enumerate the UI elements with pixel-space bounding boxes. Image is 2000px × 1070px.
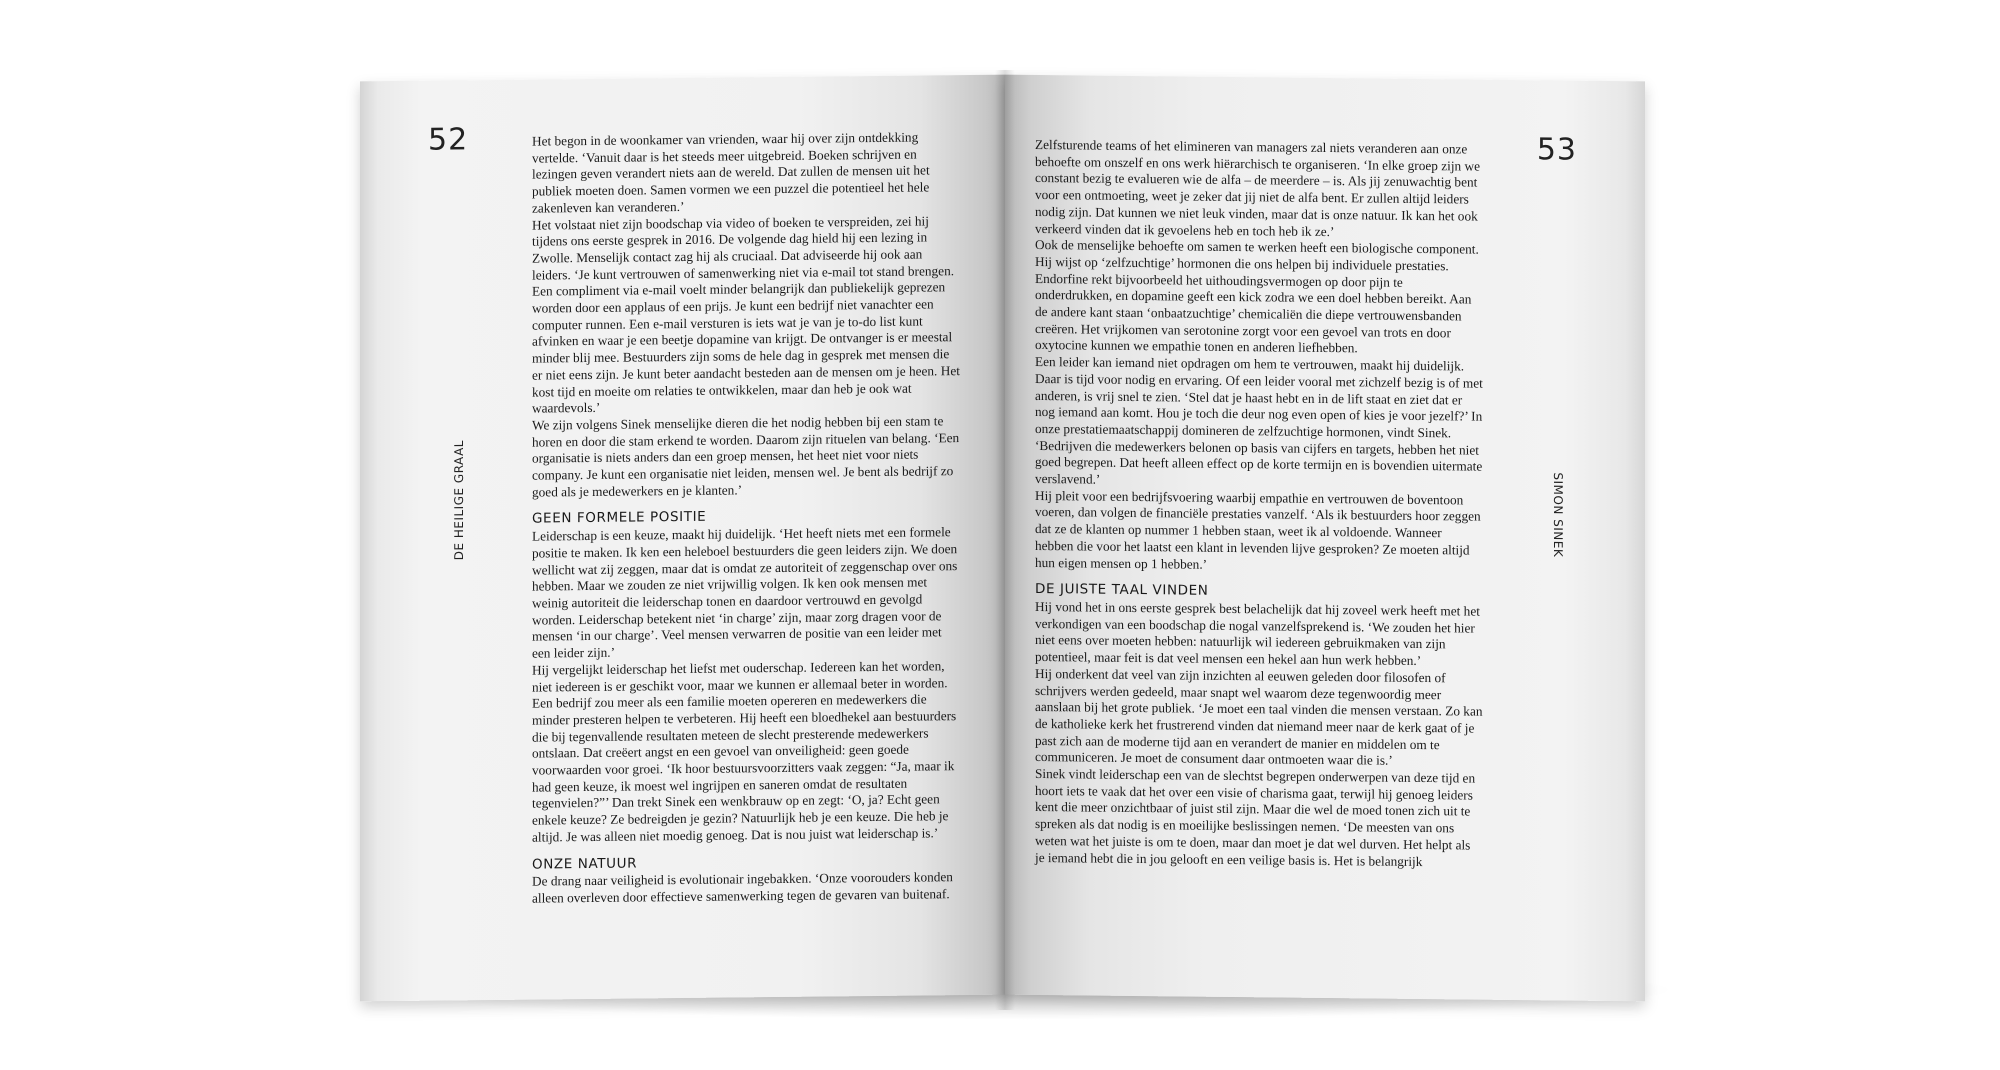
section-heading: DE JUISTE TAAL VINDEN xyxy=(1035,581,1209,600)
running-head-left: DE HEILIGE GRAAL xyxy=(452,439,466,561)
paragraph: Sinek vindt leiderschap een van de slechtst begrepen onderwerpen van deze tijd en hoort iets te vaak dat het over een visie of charisma gaat, terwijl hij genoeg leiders kent die meer onzichtbaar of juist stil zijn. Maar die wel de moed tonen zich uit te spreken als dat nodig is en moeilijke beslissingen nemen. ‘De meesten van ons weten wat het juiste is om te doen, maar dan moet je dat wel durven. Het helpt als je iemand hebt die in jou gelooft en een veilige basis is. Het is belangrijk xyxy=(1035,765,1476,869)
paragraph: We zijn volgens Sinek menselijke dieren die het nodig hebben bij een stam te horen en door die stam erkend te worden. Daarom zijn rituelen van belang. ‘Een organisatie is niets anders dan een groep mensen, het heet niet voor niets company. Je kunt een organisatie niet leiden, mensen wel. Je bent als bedrijf zo goed als je medewerkers en je klanten.’ xyxy=(532,413,960,500)
paragraph: Leiderschap is een keuze, maakt hij duidelijk. ‘Het heeft niets met een formele positie te maken. Ik ken een heleboel bestuurders die geen leiders zijn. We doen wellicht wat zij zeggen, maar dat is omdat ze autoriteit of zeggenschap over ons hebben. Maar we zouden ze niet vrijwillig volgen. Ik ken ook mensen met weinig autoriteit die leiderschap tonen en daardoor vertrouwd en gevolgd worden. Leiderschap betekent niet ‘in charge’ zijn, maar zorg dragen voor de mensen ‘in our charge’. Veel mensen verwarren de positie van een leider met een leider zijn.’ xyxy=(532,524,958,661)
text-column-left xyxy=(532,129,960,907)
paragraph: Het begon in de woonkamer van vrienden, waar hij over zijn ontdekking vertelde. ‘Vanuit daar is het steeds meer uitgebreid. Boeken schrijven en lezingen geven verandert niets aan de wereld. Dat zullen de mensen uit het publiek moeten doen. Samen vormen we een puzzel die potentieel het hele zakenleven kan veranderen.’ xyxy=(532,129,930,216)
page-number-right: 53 xyxy=(1536,132,1577,168)
paragraph: Een leider kan iemand niet opdragen om hem te vertrouwen, maakt hij duidelijk. Daar is tijd voor nodig en ervaring. Of een leider vooral met zichzelf bezig is of met anderen, is vrij snel te zien. ‘Stel dat je haast hebt en in de lift staat en ziet dat er nog iemand aan komt. Hou je toch die deur nog even open of kies je voor jezelf?’ In onze prestatiemaatschappij domineren de zelfzuchtige hormonen, vindt Sinek. ‘Bedrijven die medewerkers belonen op basis van cijfers en targets, hebben het niet goed begrepen. Dat heeft alleen effect op de korte termijn en is bovendien uitermate verslavend.’ xyxy=(1035,354,1483,487)
paragraph: Zelfsturende teams of het elimineren van managers zal niets veranderen aan onze behoefte om onszelf en ons werk hiërarchisch te organiseren. ‘In elke groep zijn we constant bezig te evalueren wie de alfa – de meerdere – is. Als jij zenuwachtig bent voor een ontmoeting, weet je zeker dat jij niet de alfa bent. Er zullen altijd leiders nodig zijn. Dat kunnen we niet leuk vinden, maar dat is onze natuur. Ik kan het ook verkeerd vinden dat ik gevoelens heb en toch heb ik ze.’ xyxy=(1035,136,1481,239)
paragraph: Ook de menselijke behoefte om samen te werken heeft een biologische component. Hij wijst op ‘zelfzuchtige’ hormonen die ons helpen bij individuele prestaties. Endorfine rekt bijvoorbeeld het uithoudingsvermogen op door pijn te onderdrukken, en dopamine geeft een kick zodra we een doel hebben bereikt. Aan de andere kant staan ‘onbaatzuchtige’ chemicaliën die diepe vertrouwensbanden creëren. Het vrijkomen van serotonine zorgt voor een gevoel van trots en door oxytocine kunnen we empathie tonen en anderen liefhebben. xyxy=(1035,237,1479,356)
paragraph: De drang naar veiligheid is evolutionair ingebakken. ‘Onze voorouders konden alleen overleven door effectieve samenwerking tegen de gevaren van buitenaf. xyxy=(532,869,953,906)
paragraph: Hij onderkent dat veel van zijn inzichten al eeuwen geleden door filosofen of schrijvers werden gedeeld, maar snapt wel waarom deze tegenwoordig meer aanslaan bij het grote publiek. ‘Je moet een taal vinden die mensen verstaan. Zo kan de katholieke kerk het frustrerend vinden dat niemand meer naar de kerk gaat of je past zich aan de moderne tijd aan en verandert de manier en middelen om te communiceren. Je moet de consument daar ontmoeten waar die is.’ xyxy=(1035,665,1483,769)
text-column-right xyxy=(1035,137,1483,871)
paragraph: Hij vond het in ons eerste gesprek best belachelijk dat hij zoveel werk heeft met het verkondigen van een boodschap die nogal vanzelfsprekend is. ‘We zouden het hier niet eens over moeten hebben: natuurlijk wil iedereen gebruikmaken van zijn potentieel, maar feit is dat veel mensen een hekel aan hun werk hebben.’ xyxy=(1035,598,1480,669)
paragraph: Hij pleit voor een bedrijfsvoering waarbij empathie en vertrouwen de boventoon voeren, dan volgen de financiële prestaties vanzelf. ‘Als ik bestuurders hoor zeggen dat ze de klanten op nummer 1 hebben staan, weet ik al voldoende. Wanneer hebben die voor het laatst een klant in levenden lijve gesproken? Ze moeten altijd hun eigen mensen op 1 hebben.’ xyxy=(1035,487,1481,572)
right-page xyxy=(1005,75,1645,1002)
section-heading: ONZE NATUUR xyxy=(532,855,638,873)
paragraph: Het volstaat niet zijn boodschap via video of boeken te verspreiden, zei hij tijdens ons eerste gesprek in 2016. De volgende dag hield hij een lezing in Zwolle. Menselijk contact zag hij als cruciaal. Dat adviseerde hij ook aan leiders. ‘Je kunt vertrouwen of samenwerking niet via e-mail tot stand brengen. Een compliment via e-mail voelt minder belangrijk dan publiekelijk geprezen worden door een applaus of een prijs. Je kunt een bedrijf niet vanachter een computer runnen. Een e-mail versturen is iets wat je van je to-do list kunt afvinken en waar je een beetje dopamine van krijgt. De ontvanger is er meestal minder blij mee. Bestuurders zijn soms de hele dag in gesprek met mensen die er niet eens zijn. Je kunt beter aandacht besteden aan de mensen om je heen. Het kost tijd en moeite om relaties te ontwikkelen, maar dan heb je ook wat waardevols.’ xyxy=(532,212,960,416)
left-page xyxy=(360,75,1005,1002)
book-spine-gutter xyxy=(995,70,1015,1010)
page-number-left: 52 xyxy=(428,122,469,158)
running-head-right: SIMON SINEK xyxy=(1551,472,1565,558)
section-heading: GEEN FORMELE POSITIE xyxy=(532,509,707,528)
paragraph: Hij vergelijkt leiderschap het liefst met ouderschap. Iedereen kan het worden, niet iedereen is er geschikt voor, maar we kunnen er allemaal beter in worden. Een bedrijf zou meer als een familie moeten opereren en medewerkers die minder presteren helpen te verbeteren. Hij heeft een bloedhekel aan bestuurders die bij tegenvallende resultaten meteen de slecht presterende medewerkers ontslaan. Dat creëert angst en een gevoel van onveiligheid: geen goede voorwaarden voor groei. ‘Ik hoor bestuursvoorzitters vaak zeggen: “Ja, maar ik had geen keuze, ik moest wel ingrijpen en saneren omdat de resultaten tegenvielen?”’ Dan trekt Sinek een wenkbrauw op en zegt: ‘O, ja? Echt geen enkele keuze? Ze bedreigden je gezin? Natuurlijk heb je een keuze. Die heb je altijd. Je was alleen niet moedig genoeg. Dat is nou juist wat leiderschap is.’ xyxy=(532,658,957,845)
